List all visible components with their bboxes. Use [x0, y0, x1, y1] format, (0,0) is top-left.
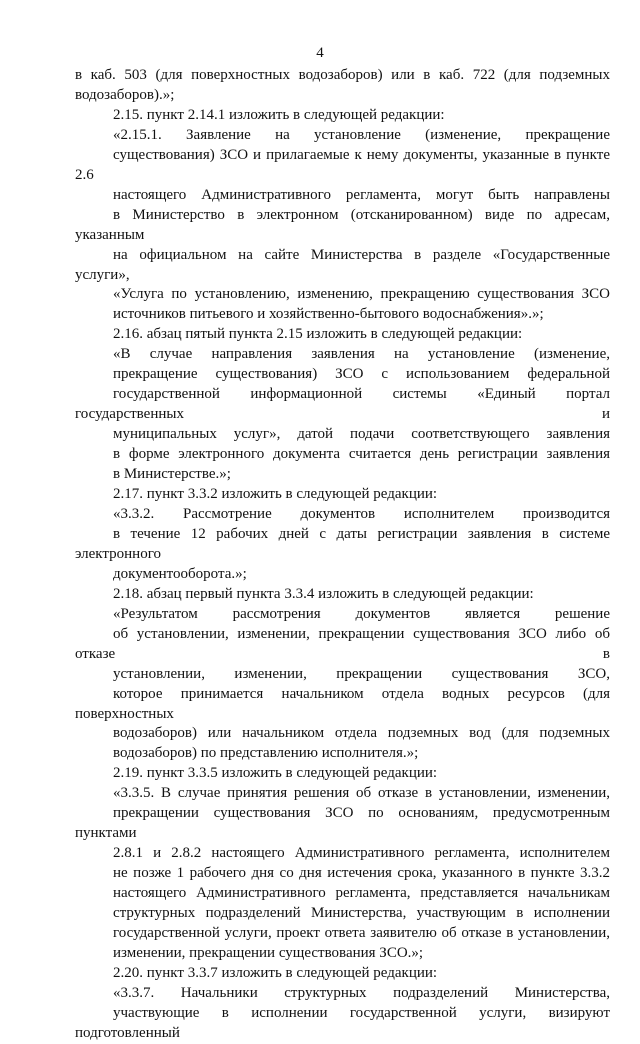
text-line: 2.20. пункт 3.3.7 изложить в следующей редакции: — [113, 964, 438, 981]
text-line: настоящего Административного регламента, могут быть направлены — [113, 186, 610, 203]
page-number: 4 — [316, 45, 324, 61]
text-line: 2.16. абзац пятый пункта 2.15 изложить в следующей редакции: — [113, 326, 523, 343]
text-line: 2.8.1 и 2.8.2 настоящего Административного регламента, исполнителем — [113, 845, 610, 862]
text-line: настоящего Административного регламента, представляется начальникам — [113, 885, 610, 902]
paragraph — [75, 505, 610, 585]
paragraph — [75, 325, 610, 345]
text-line: водозаборов) по представлению исполнителя.»; — [113, 745, 419, 762]
text-line: документооборота.»; — [113, 565, 247, 582]
paragraph — [75, 605, 610, 765]
text-line: прекращении существования ЗСО по основаниям, предусмотренным пунктами — [75, 805, 610, 842]
text-line: «3.3.5. В случае принятия решения об отказе в установлении, изменении, — [113, 785, 610, 802]
paragraph — [75, 66, 610, 106]
text-line: в Министерство в электронном (отсканированном) виде по адресам, указанным — [75, 206, 610, 243]
text-line: «Результатом рассмотрения документов является решение — [113, 605, 610, 622]
text-line: не позже 1 рабочего дня со дня истечения срока, указанного в пункте 3.3.2 — [113, 865, 610, 882]
text-line: 2.15. пункт 2.14.1 изложить в следующей редакции: — [113, 106, 445, 123]
paragraph — [75, 964, 610, 984]
paragraph — [75, 784, 610, 964]
text-line: которое принимается начальником отдела водных ресурсов (для поверхностных — [75, 685, 610, 722]
text-line: 2.19. пункт 3.3.5 изложить в следующей редакции: — [113, 765, 438, 782]
text-line: в течение 12 рабочих дней с даты регистрации заявления в системе электронного — [75, 525, 610, 562]
text-line: существования) ЗСО и прилагаемые к нему документы, указанные в пункте 2.6 — [75, 146, 610, 183]
text-line: на официальном на сайте Министерства в разделе «Государственные услуги», — [75, 246, 610, 283]
text-line: 2.18. абзац первый пункта 3.3.4 изложить в следующей редакции: — [113, 585, 534, 602]
paragraph — [75, 345, 610, 485]
paragraph — [75, 126, 610, 326]
text-line: установлении, изменении, прекращении существования ЗСО, — [113, 665, 610, 682]
paragraph — [75, 764, 610, 784]
text-line: 2.17. пункт 3.3.2 изложить в следующей редакции: — [113, 486, 438, 503]
text-line: государственной услуги, проект ответа заявителю об отказе в установлении, — [113, 924, 610, 941]
document-body — [75, 66, 610, 1044]
text-line: «3.3.7. Начальники структурных подразделений Министерства, — [113, 984, 610, 1001]
text-line: в форме электронного документа считается день регистрации заявления — [113, 446, 610, 463]
paragraph — [75, 585, 610, 605]
text-line: изменении, прекращении существования ЗСО.»; — [113, 944, 424, 961]
text-line: структурных подразделений Министерства, участвующим в исполнении — [113, 905, 610, 922]
text-line: муниципальных услуг», датой подачи соответствующего заявления — [113, 426, 610, 443]
text-line: государственной информационной системы «Единый портал государственных и — [75, 386, 610, 423]
paragraph — [75, 984, 610, 1044]
text-line: об установлении, изменении, прекращении существования ЗСО либо об отказе в — [75, 625, 610, 662]
text-line: «2.15.1. Заявление на установление (изменение, прекращение — [113, 126, 610, 143]
text-line: «3.3.2. Рассмотрение документов исполнителем производится — [113, 505, 610, 522]
text-line: водозаборов).»; — [75, 86, 175, 103]
text-line: в каб. 503 (для поверхностных водозаборов) или в каб. 722 (для подземных — [75, 67, 610, 83]
paragraph — [75, 106, 610, 126]
text-line: водозаборов) или начальником отдела подземных вод (для подземных — [113, 725, 610, 742]
text-line: участвующие в исполнении государственной услуги, визируют подготовленный — [75, 1004, 610, 1041]
text-line: в Министерстве.»; — [113, 466, 231, 483]
paragraph — [75, 485, 610, 505]
text-line: «В случае направления заявления на установление (изменение, — [113, 346, 610, 363]
text-line: источников питьевого и хозяйственно-бытового водоснабжения».»; — [113, 306, 544, 323]
text-line: прекращение существования) ЗСО с использованием федеральной — [113, 366, 610, 383]
text-line: «Услуга по установлению, изменению, прекращению существования ЗСО — [113, 286, 610, 303]
